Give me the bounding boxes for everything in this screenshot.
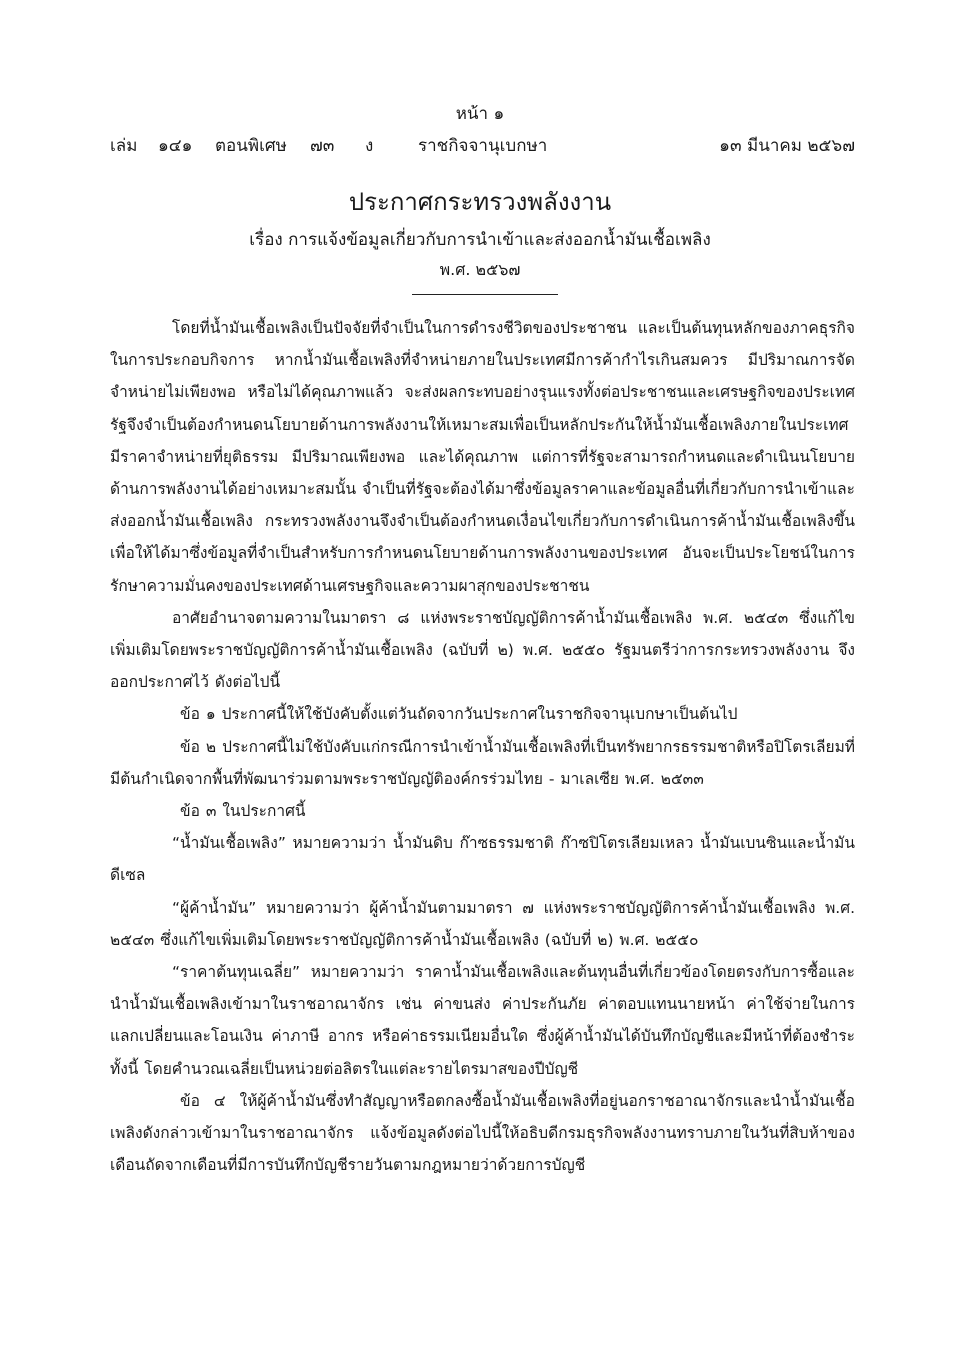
clause-2: ข้อ ๒ ประกาศนี้ไม่ใช้บังคับแก่กรณีการนำเข้าน้ำมันเชื้อเพลิงที่เป็นทรัพยากรธรรมชาติหรือปิโตรเลียมที่มีต้นกำเนิดจากพื้นที่พัฒนาร่วมตามพระราชบัญญัติองค์กรร่วมไทย - มาเลเซีย พ.ศ. ๒๕๓๓ xyxy=(110,737,855,788)
announcement-subject: เรื่อง การแจ้งข้อมูลเกี่ยวกับการนำเข้าและส่งออกน้ำมันเชื้อเพลิง xyxy=(249,230,711,250)
definition-trader: “ผู้ค้าน้ำมัน” หมายความว่า ผู้ค้าน้ำมันตามมาตรา ๗ แห่งพระราชบัญญัติการค้าน้ำมันเชื้อเพลิง พ.ศ. ๒๕๔๓ ซึ่งแก้ไขเพิ่มเติมโดยพระราชบัญญัติการค้าน้ำมันเชื้อเพลิง (ฉบับที่ ๒) พ.ศ. ๒๕๕๐ xyxy=(110,898,855,949)
publication-name: ราชกิจจานุเบกษา xyxy=(418,136,548,156)
definition-average-cost: “ราคาต้นทุนเฉลี่ย” หมายความว่า ราคาน้ำมันเชื้อเพลิงและต้นทุนอื่นที่เกี่ยวข้องโดยตรงกับการซื้อและนำน้ำมันเชื้อเพลิงเข้ามาในราชอาณาจักร เช่น ค่าขนส่ง ค่าประกันภัย ค่าตอบแทนนายหน้า ค่าใช้จ่ายในการแลกเปลี่ยนและโอนเงิน ค่าภาษี อากร หรือค่าธรรมเนียมอื่นใด ซึ่งผู้ค้าน้ำมันได้บันทึกบัญชีและมีหน้าที่ต้องชำระ ทั้งนี้ โดยคำนวณเฉลี่ยเป็นหน่วยต่อลิตรในแต่ละรายไตรมาสของปีบัญชี xyxy=(110,963,855,1078)
publication-date: ๑๓ มีนาคม ๒๕๖๗ xyxy=(719,136,855,156)
title-divider xyxy=(412,294,558,295)
announcement-body xyxy=(110,312,855,1181)
gazette-header xyxy=(110,132,855,156)
authority-paragraph: อาศัยอำนาจตามความในมาตรา ๘ แห่งพระราชบัญญัติการค้าน้ำมันเชื้อเพลิง พ.ศ. ๒๕๔๓ ซึ่งแก้ไขเพิ่มเติมโดยพระราชบัญญัติการค้าน้ำมันเชื้อเพลิง (ฉบับที่ ๒) พ.ศ. ๒๕๕๐ รัฐมนตรีว่าการกระทรวงพลังงาน จึงออกประกาศไว้ ดังต่อไปนี้ xyxy=(110,608,856,692)
issue-number: ๗๓ xyxy=(310,136,335,156)
clause-1: ข้อ ๑ ประกาศนี้ให้ใช้บังคับตั้งแต่วันถัดจากวันประกาศในราชกิจจานุเบกษาเป็นต้นไป xyxy=(180,705,738,724)
definition-fuel: “น้ำมันเชื้อเพลิง” หมายความว่า น้ำมันดิบ ก๊าซธรรมชาติ ก๊าซปิโตรเลียมเหลว น้ำมันเบนซินและน้ำมันดีเซล xyxy=(110,834,855,885)
section-letter: ง xyxy=(365,136,374,156)
clause-4: ข้อ ๔ ให้ผู้ค้าน้ำมันซึ่งทำสัญญาหรือตกลงซื้อน้ำมันเชื้อเพลิงที่อยู่นอกราชอาณาจักรและนำน้ำมันเชื้อเพลิงดังกล่าวเข้ามาในราชอาณาจักร แจ้งข้อมูลดังต่อไปนี้ให้อธิบดีกรมธุรกิจพลังงานทราบภายในวันที่สิบห้าของเดือนถัดจากเดือนที่มีการบันทึกบัญชีรายวันตามกฎหมายว่าด้วยการบัญชี xyxy=(110,1091,855,1175)
announcement-title: ประกาศกระทรวงพลังงาน xyxy=(348,188,612,216)
issue-label: ตอนพิเศษ xyxy=(215,136,287,156)
page-number: หน้า ๑ xyxy=(455,104,505,124)
clause-3: ข้อ ๓ ในประกาศนี้ xyxy=(180,802,306,821)
preamble-paragraph: โดยที่น้ำมันเชื้อเพลิงเป็นปัจจัยที่จำเป็นในการดำรงชีวิตของประชาชน และเป็นต้นทุนหลักของภาคธุรกิจในการประกอบกิจการ หากน้ำมันเชื้อเพลิงที่จำหน่ายภายในประเทศมีการค้ากำไรเกินสมควร มีปริมาณการจัดจำหน่ายไม่เพียงพอ หรือไม่ได้คุณภาพแล้ว จะส่งผลกระทบอย่างรุนแรงทั้งต่อประชาชนและเศรษฐกิจของประเทศ รัฐจึงจำเป็นต้องกำหนดนโยบายด้านการพลังงานให้เหมาะสมเพื่อเป็นหลักประกันให้น้ำมันเชื้อเพลิงภายในประเทศมีราคาจำหน่ายที่ยุติธรรม มีปริมาณเพียงพอ และได้คุณภาพ แต่การที่รัฐจะสามารถกำหนดและดำเนินนโยบายด้านการพลังงานได้อย่างเหมาะสมนั้น จำเป็นที่รัฐจะต้องได้มาซึ่งข้อมูลราคาและข้อมูลอื่นที่เกี่ยวกับการนำเข้าและส่งออกน้ำมันเชื้อเพลิง กระทรวงพลังงานจึงจำเป็นต้องกำหนดเงื่อนไขเกี่ยวกับการดำเนินการค้าน้ำมันเชื้อเพลิงขึ้น เพื่อให้ได้มาซึ่งข้อมูลที่จำเป็นสำหรับการกำหนดนโยบายด้านการพลังงานของประเทศ อันจะเป็นประโยชน์ในการรักษาความมั่นคงของประเทศด้านเศรษฐกิจและความผาสุกของประชาชน xyxy=(110,319,855,595)
volume-label: เล่ม xyxy=(110,136,138,156)
volume-number: ๑๔๑ xyxy=(158,136,193,156)
announcement-year: พ.ศ. ๒๕๖๗ xyxy=(439,260,521,279)
